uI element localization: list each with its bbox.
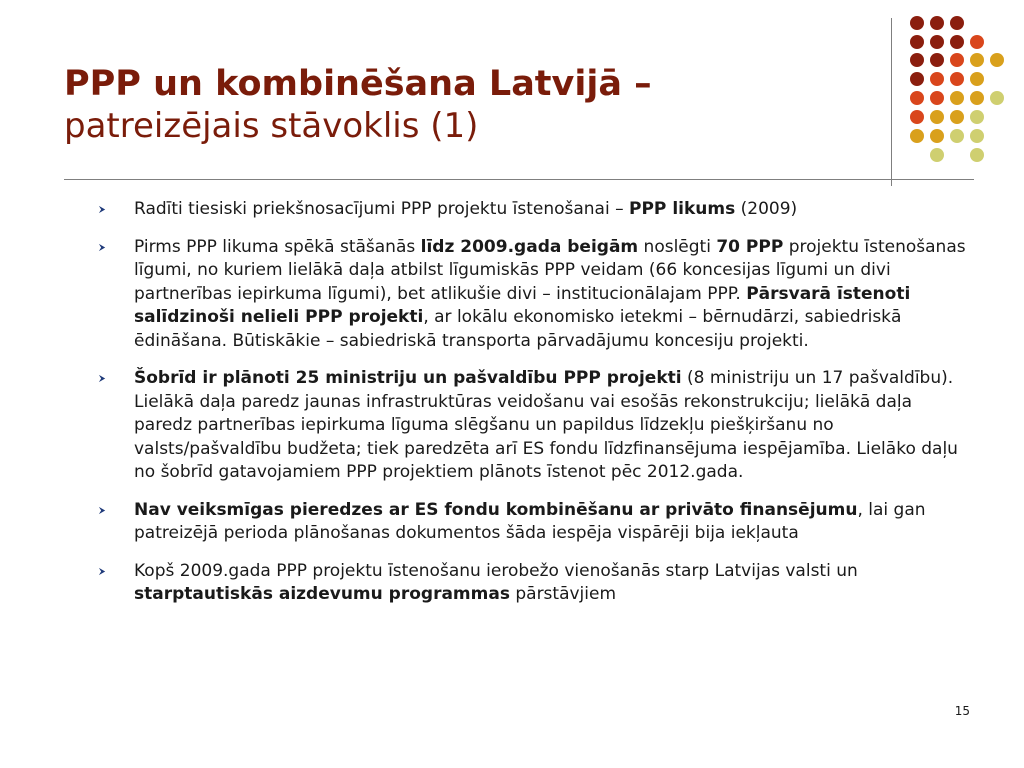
vertical-divider — [891, 18, 892, 186]
bullet-text: (2009) — [735, 199, 798, 219]
decorative-dot — [990, 91, 1004, 105]
decorative-dot — [970, 35, 984, 49]
bullet-text-bold: Nav veiksmīgas pieredzes ar ES fondu kombinēšanu ar privāto finansējumu — [134, 499, 858, 520]
decorative-dot — [950, 110, 964, 124]
bullet-text: , ar lokālu ekonomisko ietekmi – bērnudārzi, sabiedriskā ēdināšana. Būtiskākie – sabiedriskā transporta pārvadājumu koncesiju projekti. — [134, 307, 902, 351]
decorative-dot — [930, 35, 944, 49]
decorative-dot — [930, 16, 944, 30]
page-number: 15 — [954, 704, 970, 718]
decorative-dot — [930, 110, 944, 124]
bullet-text: Pirms PPP likuma spēkā stāšanās — [134, 236, 421, 257]
bullet-text: projektu īstenošanas līgumi, no kuriem lielākā daļa atbilst līgumiskās PPP veidam (66 koncesijas līgumi un divi partnerības iepirkuma līgumi), bet atlikušie divi – institucionālajam PPP. — [134, 236, 966, 304]
decorative-dot — [910, 129, 924, 143]
decorative-dot — [950, 16, 964, 30]
decorative-dot — [910, 16, 924, 30]
bullet-text-bold: 70 PPP — [716, 236, 784, 257]
decorative-dot — [990, 53, 1004, 67]
bullet-arrow-icon — [98, 506, 107, 515]
decorative-dot — [930, 72, 944, 86]
bullet-item — [98, 560, 968, 607]
decorative-dot — [950, 35, 964, 49]
bullet-text-bold: PPP likums — [629, 199, 736, 219]
decorative-dot — [910, 35, 924, 49]
bullet-item — [98, 198, 968, 222]
decorative-dot — [910, 53, 924, 67]
slide-title — [64, 64, 844, 148]
decorative-dot — [970, 148, 984, 162]
decorative-dot — [910, 110, 924, 124]
bullet-item — [98, 236, 968, 354]
decorative-dot — [970, 72, 984, 86]
bullet-text-bold: līdz 2009.gada beigām — [420, 236, 639, 257]
bullet-text: (8 ministriju un 17 pašvaldību). Lielākā daļa paredz jaunas infrastruktūras veidošanu vai esošās rekonstrukciju; lielākā daļa paredz partnerības iepirkuma līguma slēgšanu un papildus līdzekļu piešķiršanu no valsts/pašvaldību budžeta; tiek paredzēta arī ES fondu līdzfinansējuma iespējamība. Lielāko daļu no šobrīd gatavojamiem PPP projektiem plānots īstenot pēc 2012.gada. — [134, 368, 958, 482]
decorative-dot — [950, 129, 964, 143]
bullet-arrow-icon — [98, 205, 107, 214]
decorative-dot — [930, 129, 944, 143]
bullet-text-bold: Šobrīd ir plānoti 25 ministriju un pašvaldību PPP projekti — [134, 368, 682, 388]
decorative-dot — [930, 91, 944, 105]
decorative-dot — [910, 72, 924, 86]
decorative-dot — [950, 72, 964, 86]
decorative-dot — [930, 148, 944, 162]
bullet-text: pārstāvjiem — [509, 584, 617, 604]
decorative-dot — [970, 53, 984, 67]
bullet-text: Radīti tiesiski priekšnosacījumi PPP projektu īstenošanai – — [134, 199, 630, 219]
bullet-text-bold: starptautiskās aizdevumu programmas — [134, 584, 510, 604]
bullet-arrow-icon — [98, 374, 107, 383]
bullet-item — [98, 499, 968, 546]
decorative-dot — [910, 91, 924, 105]
horizontal-divider — [64, 179, 974, 180]
bullet-item — [98, 367, 968, 485]
bullet-text: noslēgti — [638, 236, 717, 257]
decorative-dot — [970, 129, 984, 143]
title-subtitle: patreizējais stāvoklis (1) — [64, 106, 479, 146]
title-main: PPP un kombinēšana Latvijā – — [64, 64, 652, 104]
bullet-text-bold: Pārsvarā īstenoti salīdzinoši nelieli PPP projekti — [134, 283, 911, 327]
decorative-dot — [930, 53, 944, 67]
decorative-dot — [970, 110, 984, 124]
bullet-list — [98, 198, 968, 621]
decorative-dot — [950, 53, 964, 67]
decorative-dot — [970, 91, 984, 105]
bullet-text: , lai gan patreizējā perioda plānošanas dokumentos šāda iespēja vispārēji bija iekļauta — [134, 499, 926, 543]
decorative-dot — [950, 91, 964, 105]
bullet-text: Kopš 2009.gada PPP projektu īstenošanu ierobežo vienošanās starp Latvijas valsti un — [134, 560, 858, 581]
bullet-arrow-icon — [98, 243, 107, 252]
bullet-arrow-icon — [98, 567, 107, 576]
